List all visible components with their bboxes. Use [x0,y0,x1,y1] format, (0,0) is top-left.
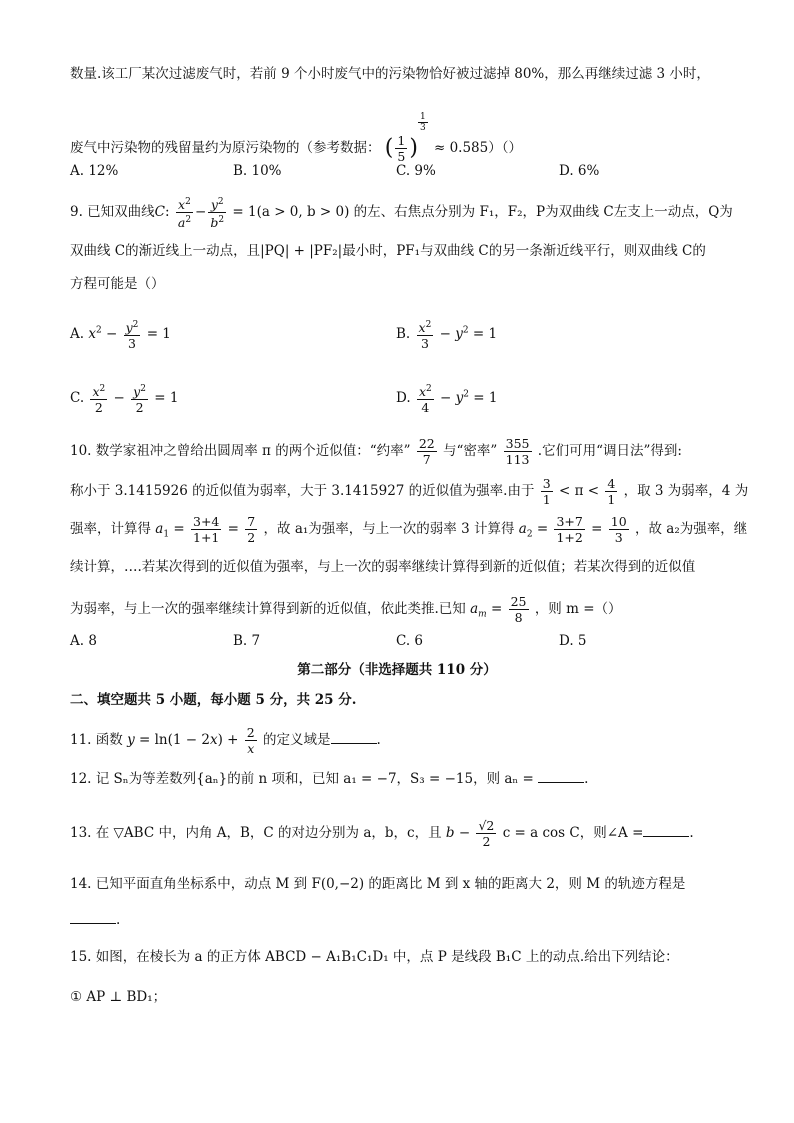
q8-option-a[interactable]: A. 12% [70,163,119,179]
q14-line1: 14. 已知平面直角坐标系中，动点 M 到 F(0,−2) 的距离比 M 到 x 轴的距离大 2，则 M 的轨迹方程是 [70,876,686,892]
q15-line1: 15. 如图，在棱长为 a 的正方体 ABCD − A₁B₁C₁D₁ 中，点 P 是线段 B₁C 上的动点.给出下列结论： [70,949,679,965]
q10-option-b[interactable]: B. 7 [233,633,261,649]
q10-line5: 为弱率，与上一次的强率继续计算得到新的近似值，依此类推.已知 $a_m$ = $\frac{25}{8}$ ，则 m =（） [70,594,622,625]
q14-answer-blank[interactable] [70,909,116,924]
q13: 13. 在 ▽ABC 中，内角 A，B，C 的对边分别为 a，b，c，且 b − $\frac{√2}{2}$ c = a cos C，则∠A = . [70,818,694,849]
q11-answer-blank[interactable] [331,729,377,744]
q14-line2: . [70,909,734,931]
q15-item1: ① AP ⊥ BD₁； [70,989,167,1005]
part2-title: 第二部分（非选择题共 110 分） [297,662,497,678]
q8-line2: 废气中污染物的残留量约为原污染物的（参考数据： ( $\frac{1}{5}$ ) $\frac{1}{3}$ ≈ 0.585）（） [70,112,522,164]
q11: 11. 函数 y = ln(1 − 2x) + $\frac{2}{x}$ 的定义域是 . [70,725,381,756]
q9-option-c[interactable]: C. $\frac{x^2}{2}$ − $\frac{y^2}{2}$ = 1 [70,384,179,416]
q9-line3: 方程可能是（） [70,276,165,292]
q8-option-c[interactable]: C. 9% [396,163,436,179]
q9-option-d[interactable]: D. $\frac{x^2}{4}$ − $y^2 = 1$ [396,384,498,416]
q10-line2: 称小于 3.1415926 的近似值为弱率，大于 3.1415927 的近似值为强率.由于 $\frac{3}{1}$ < π < $\frac{4}{1}$ ，取 3 为弱率，4 为 [70,476,749,507]
q8-option-d[interactable]: D. 6% [559,163,600,179]
q12: 12. 记 Sₙ为等差数列{aₙ}的前 n 项和，已知 a₁ = −7，S₃ = −15，则 aₙ = . [70,768,734,790]
q8-option-b[interactable]: B. 10% [233,163,282,179]
section2-heading: 二、填空题共 5 小题，每小题 5 分，共 25 分. [70,692,357,708]
q8-line1: 数量.该工厂某次过滤废气时，若前 9 个小时废气中的污染物恰好被过滤掉 80%，那么再继续过滤 3 小时， [70,66,710,82]
q10-option-c[interactable]: C. 6 [396,633,424,649]
q9-line1: 9. 已知双曲线C: $\frac{x^2}{a^2}$ − $\frac{y^2}{b^2}$ = 1(a > 0, b > 0) 的左、右焦点分别为 F₁，F₂，P为双曲线 C左支上一动点，Q为 [70,197,733,231]
q10-line3: 强率，计算得 $a_1$ = $\frac{3+4}{1+1}$ = $\frac{7}{2}$ ，故 a₁为强率，与上一次的弱率 3 计算得 $a_2$ = $\frac{3+7}{1+2}$ = $\frac{10}{3}$ ，故 a₂为强率，继 [70,514,748,545]
q10-line1: 10. 数学家祖冲之曾给出圆周率 π 的两个近似值：“约率” $\frac{22}{7}$ 与“密率” $\frac{355}{113}$ .它们可用“调日法”得到: [70,436,682,467]
q9-option-a[interactable]: A. $x^2$ − $\frac{y^2}{3}$ = 1 [70,320,171,352]
q12-answer-blank[interactable] [538,768,584,783]
ref-exponent: $\frac{1}{3}$ [419,112,426,133]
q10-option-d[interactable]: D. 5 [559,633,587,649]
ref-fraction: $\frac{1}{5}$ [397,133,406,164]
q9-option-b[interactable]: B. $\frac{x^2}{3}$ − $y^2 = 1$ [396,320,498,352]
q10-option-a[interactable]: A. 8 [70,633,97,649]
q10-line4: 续计算，….若某次得到的近似值为强率，与上一次的弱率继续计算得到新的近似值；若某次得到的近似值 [70,559,696,575]
q9-line2: 双曲线 C的渐近线上一动点，且|PQ| + |PF₂|最小时，PF₁与双曲线 C的另一条渐近线平行，则双曲线 C的 [70,243,706,259]
q13-answer-blank[interactable] [643,822,689,837]
